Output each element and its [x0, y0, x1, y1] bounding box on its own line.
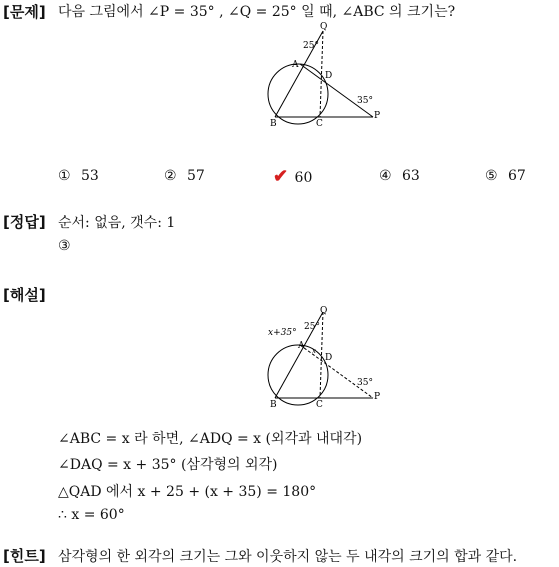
label-c: C — [316, 400, 323, 410]
line-ap — [300, 345, 373, 398]
label-q: Q — [320, 22, 328, 32]
check-icon: ✔ — [273, 166, 289, 187]
label-q: Q — [320, 306, 328, 316]
choice-4[interactable] — [379, 168, 420, 184]
answer-tag: [정답] — [3, 213, 46, 231]
label-angle-p: 35° — [357, 96, 373, 106]
problem-tag: [문제] — [3, 3, 46, 21]
label-a: A — [298, 341, 305, 351]
label-x: x — [312, 347, 316, 355]
choice-5-num: ⑤ — [485, 168, 498, 184]
explanation-line-4: ∴ x = 60° — [58, 507, 125, 523]
choice-1[interactable] — [58, 168, 99, 184]
hint-tag: [힌트] — [3, 547, 46, 565]
choice-2[interactable] — [164, 168, 205, 184]
explanation-figure — [260, 300, 385, 415]
explanation-tag: [해설] — [3, 286, 46, 304]
choice-3[interactable] — [273, 166, 312, 187]
choice-2-value: 57 — [187, 168, 205, 184]
circle — [268, 64, 328, 124]
label-d: D — [325, 353, 333, 363]
line-ap — [300, 64, 373, 117]
label-angle-p: 35° — [357, 378, 373, 388]
problem-question: 다음 그림에서 ∠P = 35° , ∠Q = 25° 일 때, ∠ABC 의 크기는? — [58, 4, 456, 20]
label-b: B — [270, 400, 277, 410]
choice-3-value: 60 — [294, 170, 313, 186]
explanation-line-1: ∠ABC = x 라 하면, ∠ADQ = x (외각과 내대각) — [58, 431, 363, 447]
answer-line2: ③ — [58, 238, 71, 254]
explanation-line-3: △QAD 에서 x + 25 + (x + 35) = 180° — [58, 484, 317, 500]
circle — [268, 345, 328, 405]
choice-5[interactable] — [485, 168, 526, 184]
problem-figure — [265, 20, 385, 130]
label-b: B — [270, 119, 277, 129]
label-a: A — [292, 60, 299, 70]
choice-5-value: 67 — [508, 168, 526, 184]
answer-line1: 순서: 없음, 갯수: 1 — [58, 215, 176, 231]
label-p: P — [374, 392, 381, 402]
choice-1-value: 53 — [81, 168, 99, 184]
choice-4-num: ④ — [379, 168, 392, 184]
explanation-line-2: ∠DAQ = x + 35° (삼각형의 외각) — [58, 457, 278, 473]
label-angle-q: 25° — [304, 322, 320, 332]
choice-2-num: ② — [164, 168, 177, 184]
label-c: C — [316, 119, 323, 129]
choice-4-value: 63 — [402, 168, 420, 184]
label-d: D — [325, 71, 333, 81]
label-p: P — [374, 111, 381, 121]
label-x35: x+35° — [268, 328, 297, 338]
label-angle-q: 25° — [303, 41, 319, 51]
hint-text: 삼각형의 한 외각의 크기는 그와 이웃하지 않는 두 내각의 크기의 합과 같다. — [58, 549, 518, 565]
choice-1-num: ① — [58, 168, 71, 184]
